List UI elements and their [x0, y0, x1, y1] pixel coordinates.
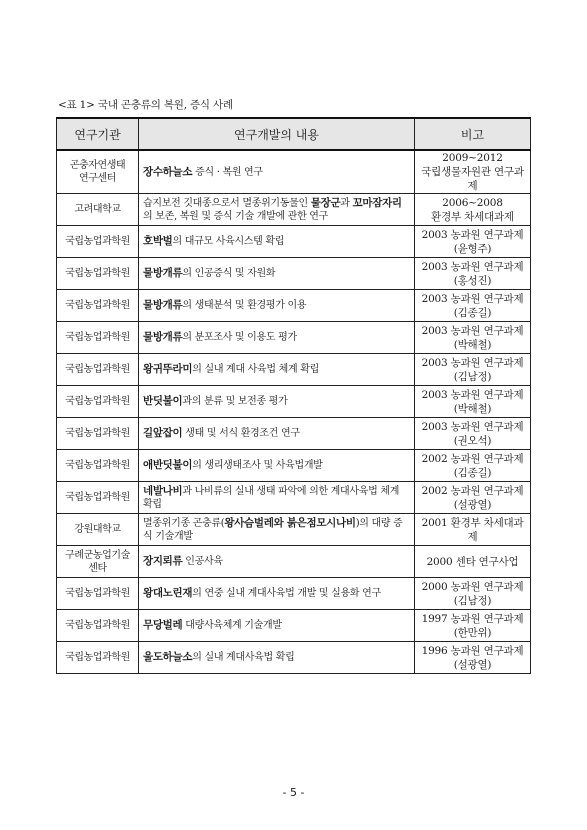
cell-note [415, 354, 531, 386]
cell-content [139, 150, 415, 194]
content-text: 과의 분류 및 보전종 평가 [182, 396, 288, 407]
note-line: 2003 농과원 연구과제 [421, 292, 524, 305]
note-line: 2002 농과원 연구과제 [421, 484, 524, 497]
species-name: 애반딧불이 [143, 459, 193, 471]
note-line: (설광열) [453, 498, 492, 511]
cell-note [415, 450, 531, 482]
content-text: 의 대규모 사육시스템 확립 [172, 236, 285, 247]
header-institution: 연구기관 [57, 118, 139, 150]
cell-content [139, 546, 415, 578]
table-caption: <표 1> 국내 곤충류의 복원, 증식 사례 [58, 99, 233, 111]
note-line: (김남정) [453, 594, 492, 607]
table-row [57, 226, 531, 258]
note-line: 환경부 차세대과제 [431, 210, 514, 223]
cell-institution: 국립농업과학원 [57, 386, 139, 418]
species-name: 물장군 [310, 196, 341, 209]
cell-content [139, 322, 415, 354]
cell-note [415, 514, 531, 546]
cell-institution: 국립농업과학원 [57, 258, 139, 290]
species-name: 울도하늘소 [143, 651, 193, 663]
cell-institution: 국립농업과학원 [57, 610, 139, 642]
table-row [57, 642, 531, 674]
note-line: 1996 농과원 연구과제 [421, 644, 524, 657]
table-row [57, 450, 531, 482]
note-line: 2000 농과원 연구과제 [421, 580, 524, 593]
cell-note [415, 150, 531, 194]
cell-content [139, 514, 415, 546]
table-row [57, 150, 531, 194]
note-line: 2009~2012 [442, 152, 503, 164]
note-line: 1997 농과원 연구과제 [421, 612, 524, 625]
note-line: 2003 농과원 연구과제 [421, 260, 524, 273]
note-line: 2000 센타 연구사업 [426, 555, 519, 568]
note-line: (설광열) [453, 658, 492, 671]
content-text: 의 생태분석 및 환경평가 이용 [182, 300, 307, 311]
note-line: (한만위) [453, 626, 492, 639]
note-line: (윤형주) [453, 242, 492, 255]
species-name: 꼬마잠자리 [352, 196, 402, 209]
species-name: 장수하늘소 [143, 165, 193, 178]
research-table [56, 117, 531, 674]
page-number: - 5 - [282, 786, 305, 799]
table-row [57, 354, 531, 386]
table-body [57, 150, 531, 674]
species-name: 왕대노린재 [143, 587, 193, 599]
header-note: 비고 [415, 118, 531, 150]
note-line: 2002 농과원 연구과제 [421, 452, 524, 465]
species-name: 물방개류 [143, 267, 183, 279]
cell-institution: 고려대학교 [57, 194, 139, 226]
note-line: (김남정) [453, 370, 492, 383]
cell-institution: 국립농업과학원 [57, 418, 139, 450]
cell-institution: 국립농업과학원 [57, 354, 139, 386]
cell-institution: 국립농업과학원 [57, 450, 139, 482]
cell-note [415, 482, 531, 514]
note-line: (박해철) [453, 402, 492, 415]
cell-content [139, 610, 415, 642]
cell-institution: 국립농업과학원 [57, 578, 139, 610]
cell-content [139, 354, 415, 386]
note-line: 2006~2008 [442, 196, 503, 209]
table-row [57, 610, 531, 642]
note-line: 2003 농과원 연구과제 [421, 228, 524, 241]
table-row [57, 546, 531, 578]
content-text: 의 생리생태조사 및 사육법개발 [192, 460, 323, 471]
cell-content [139, 642, 415, 674]
cell-content [139, 450, 415, 482]
note-line: 국립생물자원관 연구과제 [421, 166, 524, 192]
cell-note [415, 578, 531, 610]
table-row [57, 258, 531, 290]
cell-content [139, 386, 415, 418]
note-line: (김종길) [453, 466, 492, 479]
species-name: 길앞잡이 [143, 427, 183, 439]
table-row [57, 578, 531, 610]
note-line: (김종길) [453, 306, 492, 319]
content-text: 과 [340, 197, 353, 209]
cell-content [139, 290, 415, 322]
note-line: 2003 농과원 연구과제 [421, 356, 524, 369]
cell-content [139, 578, 415, 610]
cell-institution: 국립농업과학원 [57, 290, 139, 322]
cell-note [415, 322, 531, 354]
table-row [57, 514, 531, 546]
cell-institution: 국립농업과학원 [57, 322, 139, 354]
content-text: 멸종위기종 곤충류( [143, 517, 225, 529]
species-name: 왕사슴벌레와 붉은점모시나비 [224, 516, 356, 529]
cell-note [415, 386, 531, 418]
cell-content [139, 194, 415, 226]
content-text: 의 보존, 복원 및 증식 기술 개발에 관한 연구 [143, 210, 329, 222]
cell-note [415, 226, 531, 258]
cell-note [415, 418, 531, 450]
cell-content [139, 226, 415, 258]
cell-institution: 강원대학교 [57, 514, 139, 546]
cell-content [139, 258, 415, 290]
cell-note [415, 290, 531, 322]
cell-institution: 국립농업과학원 [57, 642, 139, 674]
cell-content [139, 418, 415, 450]
note-line: (홍성진) [453, 274, 492, 287]
cell-note [415, 258, 531, 290]
table-row [57, 386, 531, 418]
table-row [57, 194, 531, 226]
cell-note [415, 194, 531, 226]
note-line: 2003 농과원 연구과제 [421, 388, 524, 401]
table-row [57, 482, 531, 514]
content-text: 인공사육 [182, 556, 223, 567]
table-row [57, 322, 531, 354]
content-text: 의 인공증식 및 자원화 [182, 268, 276, 279]
species-name: 물방개류 [143, 331, 183, 343]
species-name: 물방개류 [143, 299, 183, 311]
table-row [57, 290, 531, 322]
table-row [57, 418, 531, 450]
cell-note [415, 610, 531, 642]
species-name: 왕귀뚜라미 [143, 363, 193, 375]
cell-institution: 곤충자연생태 연구센터 [57, 150, 139, 194]
content-text: 생태 및 서식 환경조건 연구 [182, 428, 300, 439]
note-line: (박해철) [453, 338, 492, 351]
content-text: 습지보전 깃대종으로서 멸종위기동물인 [143, 197, 311, 209]
content-text: 의 실내 계대사육법 확립 [192, 652, 295, 663]
cell-institution: 구례군농업기술 센타 [57, 546, 139, 578]
cell-note [415, 642, 531, 674]
table-header [57, 118, 531, 150]
content-text: 의 연중 실내 계대사육법 개발 및 실용화 연구 [192, 588, 381, 599]
content-text: )의 대량 증식 기술개발 [143, 517, 403, 542]
content-text: 증식 · 복원 연구 [192, 166, 263, 178]
species-name: 네발나비 [143, 484, 183, 497]
cell-content [139, 482, 415, 514]
cell-institution: 국립농업과학원 [57, 226, 139, 258]
cell-institution: 국립농업과학원 [57, 482, 139, 514]
species-name: 호박벌 [143, 235, 173, 247]
cell-note [415, 546, 531, 578]
content-text: 의 실내 계대 사육법 체계 확립 [192, 364, 319, 375]
note-line: 2003 농과원 연구과제 [421, 324, 524, 337]
species-name: 반딧불이 [143, 395, 183, 407]
note-line: 2001 환경부 차세대과제 [421, 516, 524, 543]
note-line: 2003 농과원 연구과제 [421, 420, 524, 433]
content-text: 의 분포조사 및 이용도 평가 [182, 332, 297, 343]
species-name: 장지뢰류 [143, 555, 183, 567]
note-line: (권오석) [453, 434, 492, 447]
content-text: 대량사육체계 기술개발 [182, 620, 282, 631]
species-name: 무당벌레 [143, 619, 183, 631]
header-content: 연구개발의 내용 [139, 118, 415, 150]
content-text: 과 나비류의 실내 생태 파악에 의한 계대사육법 체계 확립 [143, 485, 400, 510]
